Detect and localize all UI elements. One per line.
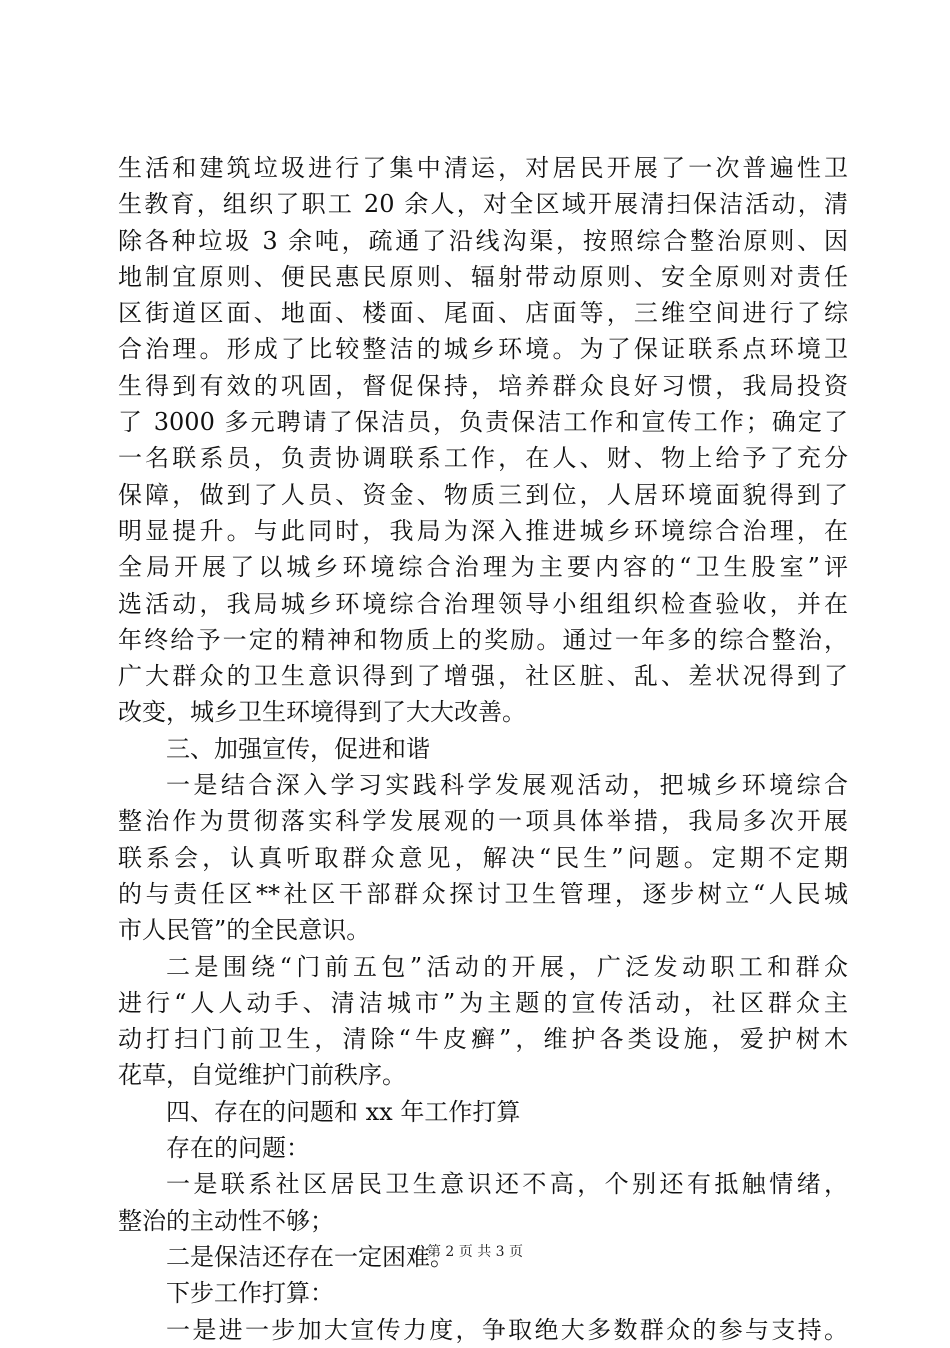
text-line: 四、存在的问题和 xx 年工作打算 xyxy=(166,1097,521,1126)
text-line: 合治理。形成了比较整洁的城乡环境。为了保证联系点环境卫 xyxy=(118,335,848,364)
text-line: 明显提升。与此同时，我局为深入推进城乡环境综合治理，在 xyxy=(118,516,848,545)
text-line: 一是进一步加大宣传力度，争取绝大多数群众的参与支持。 xyxy=(166,1315,848,1344)
text-line: 花草，自觉维护门前秩序。 xyxy=(118,1061,406,1090)
text-line: 下步工作打算： xyxy=(166,1279,334,1308)
text-line: 整治的主动性不够； xyxy=(118,1206,334,1235)
text-line: 改变，城乡卫生环境得到了大大改善。 xyxy=(118,698,526,727)
text-line: 生活和建筑垃圾进行了集中清运，对居民开展了一次普遍性卫 xyxy=(118,154,848,182)
text-line: 联系会，认真听取群众意见，解决“民生”问题。定期不定期 xyxy=(118,843,848,872)
text-line: 生教育，组织了职工 20 余人，对全区域开展清扫保洁活动，清 xyxy=(118,190,848,219)
text-line: 区街道区面、地面、楼面、尾面、店面等，三维空间进行了综 xyxy=(118,299,848,328)
text-line: 保障，做到了人员、资金、物质三到位，人居环境面貌得到了 xyxy=(118,480,848,509)
text-line: 的与责任区**社区干部群众探讨卫生管理，逐步树立“人民城 xyxy=(118,879,848,908)
text-line: 进行“人人动手、清洁城市”为主题的宣传活动，社区群众主 xyxy=(118,988,848,1017)
text-line: 一名联系员，负责协调联系工作，在人、财、物上给予了充分 xyxy=(118,444,848,473)
text-line: 二是保洁还存在一定困难。 xyxy=(166,1242,454,1271)
page-footer: 第 2 页 共 3 页 xyxy=(426,1244,524,1260)
text-line: 生得到有效的巩固，督促保持，培养群众良好习惯，我局投资 xyxy=(118,371,848,400)
text-line: 二是围绕“门前五包”活动的开展，广泛发动职工和群众 xyxy=(166,952,848,981)
document-body xyxy=(118,150,848,1348)
text-line: 整治作为贯彻落实科学发展观的一项具体举措，我局多次开展 xyxy=(118,807,848,836)
text-line: 除各种垃圾 3 余吨，疏通了沿线沟渠，按照综合整治原则、因 xyxy=(118,226,848,255)
text-line: 动打扫门前卫生，清除“牛皮癣”，维护各类设施，爱护树木 xyxy=(118,1025,848,1054)
text-line: 地制宜原则、便民惠民原则、辐射带动原则、安全原则对责任 xyxy=(118,262,848,291)
text-line: 市人民管”的全民意识。 xyxy=(118,916,371,945)
text-line: 存在的问题： xyxy=(166,1134,310,1163)
text-line: 了 3000 多元聘请了保洁员，负责保洁工作和宣传工作；确定了 xyxy=(118,408,848,437)
text-line: 一是联系社区居民卫生意识还不高，个别还有抵触情绪， xyxy=(166,1170,848,1199)
text-line: 选活动，我局城乡环境综合治理领导小组组织检查验收，并在 xyxy=(118,589,848,618)
text-line: 一是结合深入学习实践科学发展观活动，把城乡环境综合 xyxy=(166,771,848,800)
text-line: 三、加强宣传，促进和谐 xyxy=(166,734,430,763)
text-line: 广大群众的卫生意识得到了增强，社区脏、乱、差状况得到了 xyxy=(118,662,848,691)
text-line: 全局开展了以城乡环境综合治理为主要内容的“卫生股室”评 xyxy=(118,553,848,582)
text-line: 年终给予一定的精神和物质上的奖励。通过一年多的综合整治， xyxy=(118,625,848,654)
